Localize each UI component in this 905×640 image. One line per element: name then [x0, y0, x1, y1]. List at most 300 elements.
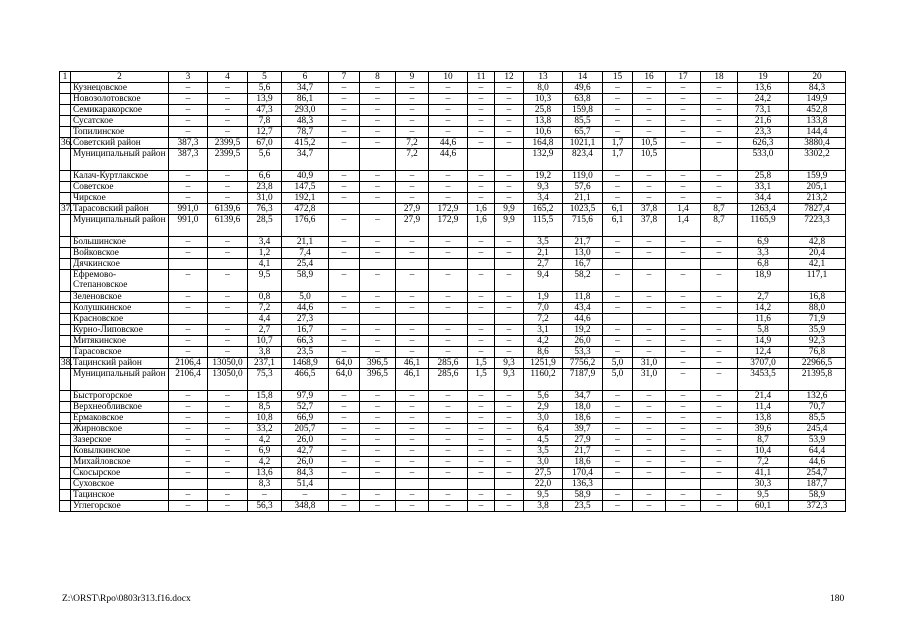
value-cell: 7,4 — [282, 248, 329, 259]
value-cell: 39,6 — [738, 424, 789, 435]
row-number-cell — [60, 270, 71, 292]
value-cell: – — [666, 468, 701, 479]
table-row — [60, 171, 846, 182]
value-cell: 3,5 — [524, 446, 563, 457]
value-cell: – — [468, 457, 495, 468]
value-cell: 3,5 — [524, 237, 563, 248]
value-cell: 71,9 — [789, 314, 846, 325]
header-cell: 20 — [789, 72, 846, 83]
value-cell: 43,4 — [563, 303, 603, 314]
value-cell: – — [701, 457, 738, 468]
value-cell: 86,1 — [282, 94, 329, 105]
value-cell: 92,3 — [789, 336, 846, 347]
value-cell: – — [701, 402, 738, 413]
value-cell: 3302,2 — [789, 149, 846, 171]
value-cell: 6139,6 — [208, 204, 248, 215]
value-cell: – — [633, 94, 666, 105]
table-row — [60, 490, 846, 501]
value-cell: – — [666, 325, 701, 336]
value-cell: – — [429, 171, 468, 182]
value-cell: 9,5 — [738, 490, 789, 501]
value-cell: – — [633, 292, 666, 303]
table-row — [60, 391, 846, 402]
row-name-cell: Войковское — [71, 248, 169, 259]
value-cell: 6,6 — [248, 171, 282, 182]
value-cell: 9,3 — [495, 369, 524, 391]
table-row — [60, 237, 846, 248]
value-cell: – — [208, 402, 248, 413]
value-cell: – — [208, 468, 248, 479]
value-cell: – — [701, 468, 738, 479]
value-cell: 1,6 — [468, 215, 495, 237]
footer-file-path: Z:\ORST\Rpo\0803r313.f16.docx — [62, 594, 191, 604]
row-number-cell — [60, 127, 71, 138]
value-cell: 57,6 — [563, 182, 603, 193]
value-cell: – — [701, 325, 738, 336]
value-cell: 1160,2 — [524, 369, 563, 391]
value-cell: 21,1 — [563, 193, 603, 204]
value-cell: 46,1 — [396, 369, 429, 391]
value-cell — [468, 479, 495, 490]
row-name-cell: Советский район — [71, 138, 169, 149]
value-cell: 27,9 — [563, 435, 603, 446]
value-cell: 19,2 — [563, 325, 603, 336]
value-cell: – — [468, 171, 495, 182]
value-cell: 11,8 — [563, 292, 603, 303]
value-cell: 1,4 — [666, 204, 701, 215]
row-number-cell — [60, 83, 71, 94]
value-cell: – — [633, 336, 666, 347]
value-cell: – — [603, 457, 633, 468]
value-cell — [666, 314, 701, 325]
value-cell: – — [360, 105, 396, 116]
value-cell: 1,7 — [603, 149, 633, 171]
row-name-cell: Жирновское — [71, 424, 169, 435]
value-cell: 7,2 — [248, 303, 282, 314]
value-cell: 84,3 — [282, 468, 329, 479]
value-cell: – — [329, 325, 360, 336]
value-cell: 73,1 — [738, 105, 789, 116]
value-cell — [468, 149, 495, 171]
value-cell: 1,9 — [524, 292, 563, 303]
value-cell: – — [603, 468, 633, 479]
value-cell: – — [396, 83, 429, 94]
row-name-cell: Курно-Липовское — [71, 325, 169, 336]
value-cell — [633, 479, 666, 490]
value-cell: – — [633, 347, 666, 358]
value-cell: – — [701, 116, 738, 127]
value-cell: – — [169, 468, 208, 479]
value-cell: 56,3 — [248, 501, 282, 512]
value-cell — [329, 314, 360, 325]
value-cell: – — [701, 446, 738, 457]
value-cell: – — [603, 193, 633, 204]
value-cell: 9,4 — [524, 270, 563, 292]
value-cell: – — [360, 127, 396, 138]
value-cell: – — [495, 83, 524, 94]
value-cell: 25,8 — [524, 105, 563, 116]
value-cell: – — [208, 446, 248, 457]
value-cell: – — [468, 446, 495, 457]
value-cell: 3,1 — [524, 325, 563, 336]
row-number-cell — [60, 501, 71, 512]
value-cell: 58,2 — [563, 270, 603, 292]
value-cell: – — [429, 501, 468, 512]
row-number-cell — [60, 149, 71, 171]
value-cell: 13050,0 — [208, 369, 248, 391]
value-cell: 21,4 — [738, 391, 789, 402]
value-cell: – — [666, 303, 701, 314]
value-cell: – — [633, 303, 666, 314]
value-cell — [603, 259, 633, 270]
value-cell: 7,8 — [248, 116, 282, 127]
value-cell: – — [666, 270, 701, 292]
value-cell: – — [701, 501, 738, 512]
value-cell: 97,9 — [282, 391, 329, 402]
value-cell: – — [468, 248, 495, 259]
value-cell: – — [468, 424, 495, 435]
value-cell — [468, 314, 495, 325]
value-cell: 30,3 — [738, 479, 789, 490]
value-cell: 78,7 — [282, 127, 329, 138]
value-cell: 3,0 — [524, 457, 563, 468]
value-cell: 149,9 — [789, 94, 846, 105]
value-cell: 27,3 — [282, 314, 329, 325]
value-cell: 65,7 — [563, 127, 603, 138]
header-cell: 5 — [248, 72, 282, 83]
value-cell: – — [495, 424, 524, 435]
value-cell: – — [468, 127, 495, 138]
table-row — [60, 259, 846, 270]
value-cell: 18,9 — [738, 270, 789, 292]
value-cell: 15,8 — [248, 391, 282, 402]
value-cell: – — [329, 391, 360, 402]
value-cell: – — [429, 292, 468, 303]
value-cell: 14,9 — [738, 336, 789, 347]
value-cell: – — [429, 303, 468, 314]
value-cell: – — [208, 490, 248, 501]
value-cell: – — [701, 336, 738, 347]
value-cell: 21,1 — [282, 237, 329, 248]
value-cell: 3,8 — [524, 501, 563, 512]
value-cell: – — [208, 182, 248, 193]
value-cell: – — [666, 435, 701, 446]
value-cell: 5,6 — [524, 391, 563, 402]
value-cell: – — [666, 237, 701, 248]
value-cell: – — [169, 270, 208, 292]
value-cell: – — [633, 270, 666, 292]
value-cell: – — [429, 248, 468, 259]
value-cell: 3707,0 — [738, 358, 789, 369]
value-cell: 53,3 — [563, 347, 603, 358]
value-cell: – — [495, 391, 524, 402]
value-cell: – — [208, 171, 248, 182]
value-cell: – — [329, 237, 360, 248]
row-number-cell — [60, 259, 71, 270]
value-cell — [360, 259, 396, 270]
table-row — [60, 501, 846, 512]
value-cell: 8,7 — [701, 215, 738, 237]
value-cell: 23,5 — [282, 347, 329, 358]
value-cell: – — [329, 446, 360, 457]
value-cell: 147,5 — [282, 182, 329, 193]
value-cell: – — [329, 424, 360, 435]
value-cell: – — [169, 248, 208, 259]
value-cell: 28,5 — [248, 215, 282, 237]
value-cell: 40,9 — [282, 171, 329, 182]
value-cell: 21,6 — [738, 116, 789, 127]
value-cell: – — [208, 391, 248, 402]
value-cell: – — [169, 292, 208, 303]
value-cell: – — [666, 369, 701, 391]
value-cell: – — [468, 490, 495, 501]
table-row — [60, 127, 846, 138]
value-cell: – — [396, 248, 429, 259]
row-number-cell — [60, 303, 71, 314]
value-cell: 1,5 — [468, 358, 495, 369]
value-cell: – — [633, 325, 666, 336]
row-number-cell — [60, 171, 71, 182]
value-cell: – — [360, 336, 396, 347]
value-cell: – — [666, 457, 701, 468]
value-cell: – — [360, 94, 396, 105]
value-cell: – — [495, 468, 524, 479]
value-cell: 4,2 — [248, 457, 282, 468]
value-cell: – — [429, 105, 468, 116]
value-cell: – — [329, 215, 360, 237]
value-cell: 5,0 — [282, 292, 329, 303]
value-cell: – — [603, 94, 633, 105]
value-cell: 8,7 — [738, 435, 789, 446]
value-cell: – — [468, 391, 495, 402]
value-cell: 13,8 — [738, 413, 789, 424]
value-cell: 76,8 — [789, 347, 846, 358]
value-cell: – — [169, 446, 208, 457]
value-cell: – — [468, 336, 495, 347]
value-cell: – — [633, 402, 666, 413]
value-cell: – — [360, 424, 396, 435]
table-row — [60, 314, 846, 325]
value-cell: – — [360, 138, 396, 149]
value-cell: 1,7 — [603, 138, 633, 149]
value-cell: 6,1 — [603, 204, 633, 215]
value-cell: – — [396, 292, 429, 303]
value-cell: 5,0 — [603, 358, 633, 369]
value-cell: – — [329, 303, 360, 314]
value-cell: – — [468, 237, 495, 248]
value-cell: – — [169, 127, 208, 138]
value-cell: 136,3 — [563, 479, 603, 490]
value-cell: 159,8 — [563, 105, 603, 116]
value-cell: – — [208, 501, 248, 512]
value-cell: – — [360, 116, 396, 127]
header-cell: 9 — [396, 72, 429, 83]
value-cell: – — [329, 138, 360, 149]
value-cell: 4,2 — [248, 435, 282, 446]
value-cell: – — [701, 193, 738, 204]
value-cell: 1263,4 — [738, 204, 789, 215]
value-cell: – — [468, 413, 495, 424]
row-name-cell: Муниципальный район — [71, 149, 169, 171]
value-cell: – — [429, 325, 468, 336]
header-row — [60, 72, 846, 83]
header-cell: 7 — [329, 72, 360, 83]
value-cell — [360, 204, 396, 215]
value-cell: 172,9 — [429, 204, 468, 215]
value-cell: – — [429, 391, 468, 402]
value-cell — [468, 259, 495, 270]
value-cell: – — [468, 435, 495, 446]
header-cell: 14 — [563, 72, 603, 83]
table-row — [60, 182, 846, 193]
table-row — [60, 325, 846, 336]
value-cell: 49,6 — [563, 83, 603, 94]
value-cell: 1,2 — [248, 248, 282, 259]
row-number-cell — [60, 237, 71, 248]
value-cell: 31,0 — [633, 369, 666, 391]
header-cell: 10 — [429, 72, 468, 83]
header-cell: 17 — [666, 72, 701, 83]
value-cell: – — [701, 435, 738, 446]
value-cell: 21,7 — [563, 237, 603, 248]
value-cell: 176,6 — [282, 215, 329, 237]
value-cell: – — [329, 468, 360, 479]
value-cell: – — [208, 435, 248, 446]
value-cell: 192,1 — [282, 193, 329, 204]
value-cell: – — [396, 325, 429, 336]
value-cell: – — [282, 490, 329, 501]
value-cell: – — [468, 468, 495, 479]
value-cell: 41,1 — [738, 468, 789, 479]
value-cell: – — [666, 446, 701, 457]
value-cell: – — [495, 237, 524, 248]
value-cell: – — [603, 270, 633, 292]
value-cell: – — [468, 193, 495, 204]
value-cell: 5,6 — [248, 83, 282, 94]
table-row — [60, 193, 846, 204]
value-cell: – — [603, 435, 633, 446]
value-cell: – — [666, 402, 701, 413]
value-cell: 35,9 — [789, 325, 846, 336]
value-cell — [208, 314, 248, 325]
table-row — [60, 94, 846, 105]
value-cell: 9,5 — [524, 490, 563, 501]
value-cell: – — [169, 237, 208, 248]
value-cell: – — [360, 325, 396, 336]
value-cell: 10,5 — [633, 149, 666, 171]
row-number-cell — [60, 105, 71, 116]
value-cell: – — [429, 457, 468, 468]
value-cell: 10,3 — [524, 94, 563, 105]
value-cell — [169, 259, 208, 270]
header-cell: 6 — [282, 72, 329, 83]
value-cell: 85,5 — [789, 413, 846, 424]
row-number-cell — [60, 424, 71, 435]
table-row — [60, 347, 846, 358]
value-cell: 37,8 — [633, 204, 666, 215]
value-cell — [495, 149, 524, 171]
value-cell: – — [329, 402, 360, 413]
value-cell — [429, 259, 468, 270]
row-name-cell: Кузнецовское — [71, 83, 169, 94]
value-cell — [429, 479, 468, 490]
value-cell: – — [169, 413, 208, 424]
value-cell: – — [360, 237, 396, 248]
value-cell: 18,6 — [563, 457, 603, 468]
value-cell: – — [429, 424, 468, 435]
value-cell: – — [633, 457, 666, 468]
value-cell — [666, 259, 701, 270]
value-cell: – — [468, 292, 495, 303]
table-row — [60, 457, 846, 468]
value-cell: – — [666, 171, 701, 182]
value-cell: 115,5 — [524, 215, 563, 237]
value-cell: 48,3 — [282, 116, 329, 127]
value-cell: 34,7 — [282, 83, 329, 94]
value-cell: 8,7 — [701, 204, 738, 215]
value-cell: 991,0 — [169, 204, 208, 215]
row-name-cell: Михайловское — [71, 457, 169, 468]
value-cell: – — [429, 490, 468, 501]
value-cell: 26,0 — [282, 457, 329, 468]
value-cell: 2,9 — [524, 402, 563, 413]
value-cell: – — [208, 237, 248, 248]
value-cell: – — [429, 446, 468, 457]
value-cell: – — [169, 347, 208, 358]
value-cell: 237,1 — [248, 358, 282, 369]
row-name-cell: Колушкинское — [71, 303, 169, 314]
row-number-cell — [60, 468, 71, 479]
value-cell — [329, 259, 360, 270]
value-cell: 2,1 — [524, 248, 563, 259]
value-cell — [633, 259, 666, 270]
value-cell: – — [468, 270, 495, 292]
value-cell: 9,5 — [248, 270, 282, 292]
value-cell: – — [495, 402, 524, 413]
row-number-cell — [60, 116, 71, 127]
value-cell: 4,1 — [248, 259, 282, 270]
value-cell: 119,0 — [563, 171, 603, 182]
value-cell: 5,0 — [603, 369, 633, 391]
row-number-cell — [60, 446, 71, 457]
value-cell: – — [429, 127, 468, 138]
value-cell: 34,4 — [738, 193, 789, 204]
header-cell: 16 — [633, 72, 666, 83]
value-cell: 16,8 — [789, 292, 846, 303]
value-cell: 22,0 — [524, 479, 563, 490]
value-cell — [396, 314, 429, 325]
value-cell: – — [169, 171, 208, 182]
value-cell: 12,4 — [738, 347, 789, 358]
value-cell: – — [495, 127, 524, 138]
row-name-cell: Красновское — [71, 314, 169, 325]
value-cell: 991,0 — [169, 215, 208, 237]
value-cell: – — [329, 105, 360, 116]
value-cell: 22966,5 — [789, 358, 846, 369]
value-cell: – — [701, 303, 738, 314]
value-cell: – — [495, 94, 524, 105]
value-cell: – — [666, 347, 701, 358]
value-cell: 285,6 — [429, 358, 468, 369]
value-cell: 6,1 — [603, 215, 633, 237]
value-cell: – — [396, 193, 429, 204]
value-cell: 132,6 — [789, 391, 846, 402]
value-cell: 14,2 — [738, 303, 789, 314]
value-cell — [360, 314, 396, 325]
value-cell: – — [666, 501, 701, 512]
value-cell — [495, 259, 524, 270]
value-cell: 44,6 — [563, 314, 603, 325]
